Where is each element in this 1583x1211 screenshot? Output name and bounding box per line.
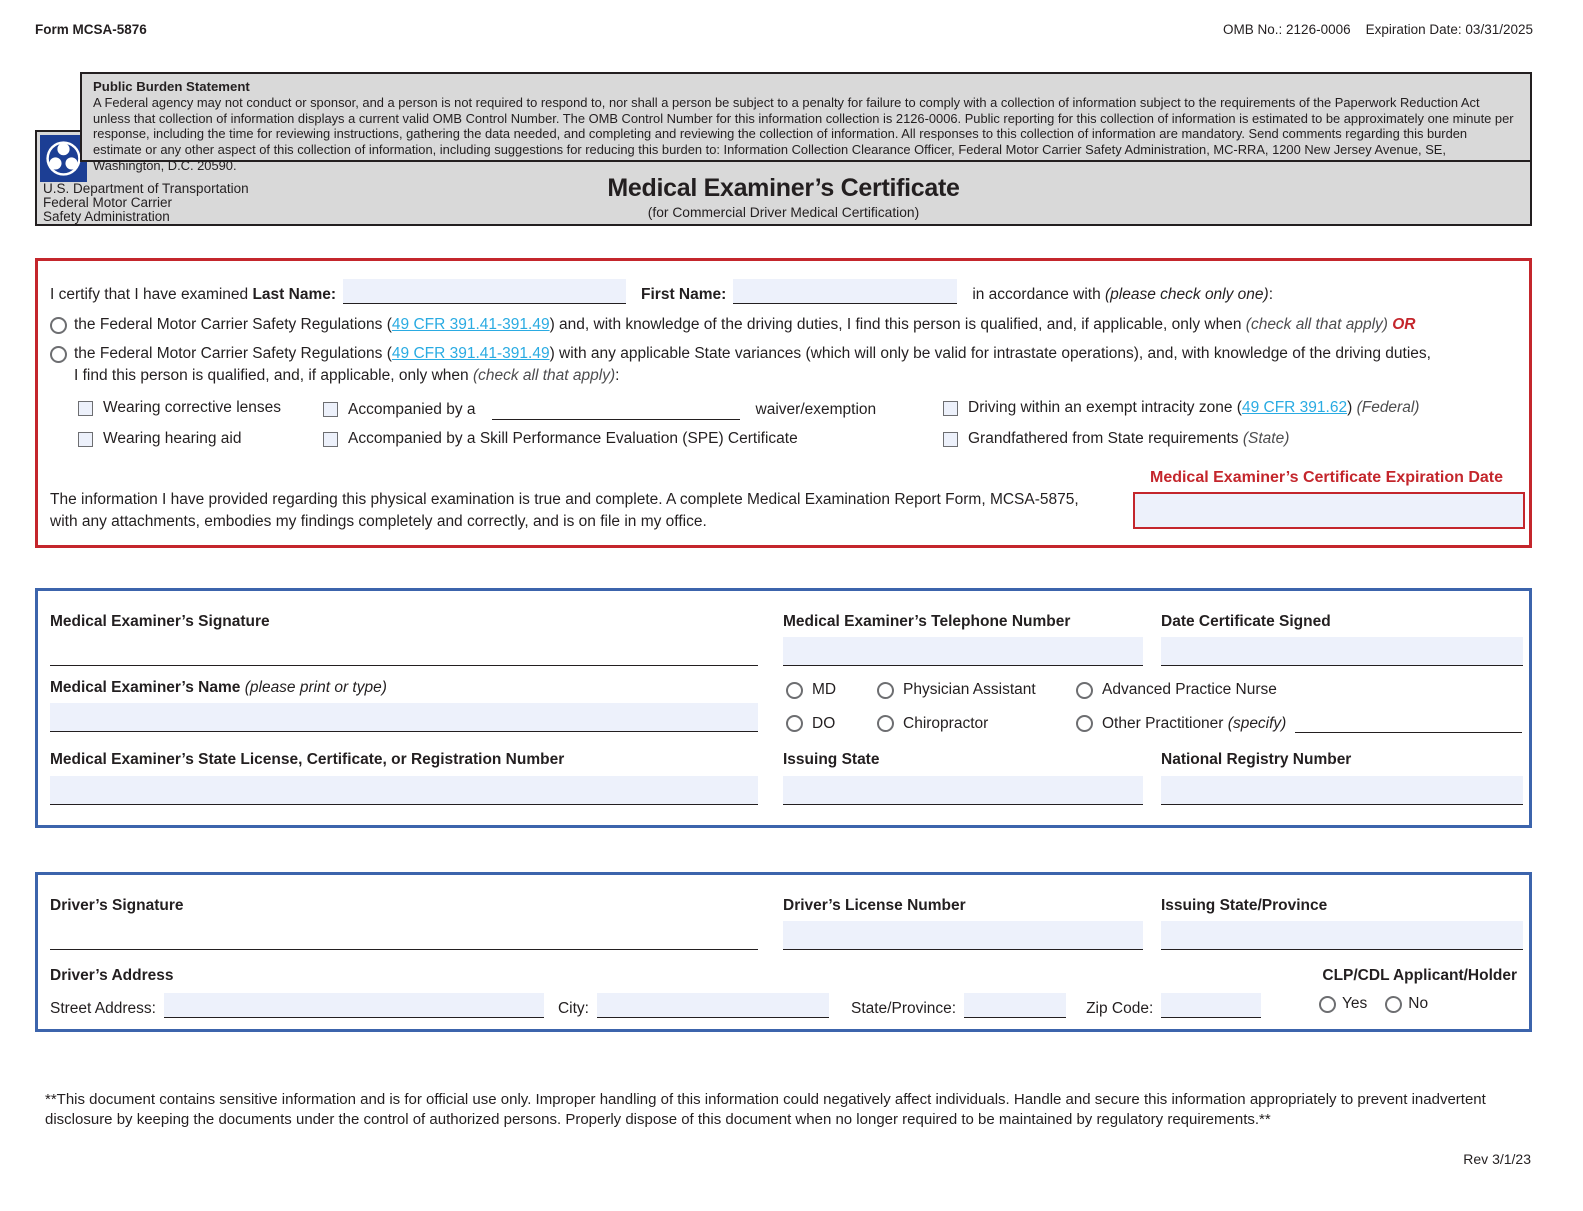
checkbox-waiver xyxy=(323,399,876,420)
option-state-radio[interactable] xyxy=(50,346,67,363)
clp-yes-label: Yes xyxy=(1342,995,1368,1012)
option-federal-text: the Federal Motor Carrier Safety Regulations (49 CFR 391.41-391.49) and, with knowledge of the driving duties, I find this person is qualified, and, if applicable, only when (check all that apply) OR xyxy=(74,316,1416,333)
driver-section xyxy=(35,872,1532,1032)
other-practitioner-specify-field[interactable] xyxy=(1295,714,1522,733)
issuing-state-label: Issuing State xyxy=(783,751,880,768)
check-only-one: (please check only one) xyxy=(1105,286,1269,303)
do-label: DO xyxy=(812,714,836,732)
street-address-label: Street Address: xyxy=(50,1000,156,1017)
corrective-lenses-label: Wearing corrective lenses xyxy=(103,399,282,416)
checkbox-corrective-lenses xyxy=(78,399,281,417)
clp-no-radio[interactable] xyxy=(1385,996,1402,1013)
hearing-aid-checkbox[interactable] xyxy=(78,432,93,447)
driver-issuing-field[interactable] xyxy=(1161,921,1523,950)
driver-address-row xyxy=(50,993,1261,1018)
other-practitioner-radio[interactable] xyxy=(1076,715,1093,732)
waiver-checkbox[interactable] xyxy=(323,402,338,417)
certify-intro: I certify that I have examined Last Name: xyxy=(50,286,337,303)
agency-line2: Federal Motor Carrier xyxy=(43,195,173,211)
state-province-field[interactable] xyxy=(964,993,1066,1018)
hearing-aid-label: Wearing hearing aid xyxy=(103,430,242,447)
driver-signature-field[interactable] xyxy=(50,913,758,950)
driver-issuing-label: Issuing State/Province xyxy=(1161,897,1328,914)
burden-body: A Federal agency may not conduct or sponsor, and a person is not required to respond to, nor shall a person be subject to a penalty for failure to comply with a collection of information subject to the requirements of the Paperwork Reduction Act unless that collection of information displays a current valid OMB Control Number. The OMB Control Number for this information collection is 2126-0006. Public reporting for this collection of information is estimated to be approximately one minute per response, including the time for reviewing instructions, gathering the data needed, and completing and reviewing the collection of information. All responses to this collection of information are mandatory. Send comments regarding this burden estimate or any other aspect of this collection of information, including suggestions for reducing this burden to: Information Collection Clearance Officer, Federal Motor Carrier Safety Administration, MC-RRA, 1200 New Jersey Avenue, SE, Washington, D.C. 20590. xyxy=(93,94,1514,173)
last-name-label: Last Name: xyxy=(252,286,337,303)
me-license-label: Medical Examiner’s State License, Certificate, or Registration Number xyxy=(50,751,565,768)
checkbox-hearing-aid xyxy=(78,430,241,448)
page-title: Medical Examiner’s Certificate xyxy=(607,174,960,202)
driver-license-field[interactable] xyxy=(783,921,1143,950)
zip-field[interactable] xyxy=(1161,993,1261,1018)
city-field[interactable] xyxy=(597,993,829,1018)
form-number: Form MCSA-5876 xyxy=(35,22,147,37)
checkbox-spe xyxy=(323,430,798,448)
md-radio[interactable] xyxy=(786,682,803,699)
chiropractor-radio[interactable] xyxy=(877,715,894,732)
me-license-field[interactable] xyxy=(50,776,758,805)
spe-checkbox[interactable] xyxy=(323,432,338,447)
last-name-field[interactable] xyxy=(343,279,626,304)
me-cert-expiration-field[interactable] xyxy=(1133,492,1525,529)
do-radio[interactable] xyxy=(786,715,803,732)
burden-title: Public Burden Statement xyxy=(93,79,250,94)
advanced-practice-nurse-radio[interactable] xyxy=(1076,682,1093,699)
me-signature-label: Medical Examiner’s Signature xyxy=(50,613,270,630)
other-practitioner-label: Other Practitioner (specify) xyxy=(1102,714,1287,732)
option-federal-row xyxy=(50,316,1416,334)
date-signed-field[interactable] xyxy=(1161,637,1523,666)
cfr-link-3[interactable]: 49 CFR 391.62 xyxy=(1241,399,1348,416)
national-registry-label: National Registry Number xyxy=(1161,751,1352,768)
first-name-field[interactable] xyxy=(733,279,957,304)
clp-cdl-options xyxy=(1319,995,1428,1013)
driver-license-label: Driver’s License Number xyxy=(783,897,966,914)
checkbox-grandfathered xyxy=(943,430,1289,448)
medical-examiner-section xyxy=(35,588,1532,828)
advanced-practice-nurse-label: Advanced Practice Nurse xyxy=(1102,681,1277,698)
waiver-label-post: waiver/exemption xyxy=(755,400,877,418)
spe-label: Accompanied by a Skill Performance Evaluation (SPE) Certificate xyxy=(348,430,798,447)
national-registry-field[interactable] xyxy=(1161,776,1523,805)
issuing-state-field[interactable] xyxy=(783,776,1143,805)
me-name-field[interactable] xyxy=(50,703,758,732)
revision-date: Rev 3/1/23 xyxy=(1463,1151,1531,1167)
first-name-label: First Name: xyxy=(641,286,727,303)
checkbox-intracity xyxy=(943,399,1419,417)
option-state-row xyxy=(50,345,1431,363)
omb-number: OMB No.: 2126-0006 xyxy=(1223,22,1351,37)
page-subtitle: (for Commercial Driver Medical Certification) xyxy=(647,205,920,220)
me-telephone-label: Medical Examiner’s Telephone Number xyxy=(783,613,1071,630)
grandfathered-label: Grandfathered from State requirements (State) xyxy=(968,430,1290,447)
cfr-link-2[interactable]: 49 CFR 391.41-391.49 xyxy=(391,345,550,362)
top-bar xyxy=(0,22,1583,37)
waiver-label-pre: Accompanied by a xyxy=(348,400,476,418)
omb-expiration xyxy=(1223,22,1533,37)
street-address-field[interactable] xyxy=(164,993,544,1018)
clp-cdl-label: CLP/CDL Applicant/Holder xyxy=(1322,967,1517,984)
omb-expiration-date: Expiration Date: 03/31/2025 xyxy=(1365,22,1533,37)
chiropractor-label: Chiropractor xyxy=(903,714,989,732)
agency-line1: U.S. Department of Transportation xyxy=(43,181,249,196)
physician-assistant-label: Physician Assistant xyxy=(903,681,1036,698)
option-federal-radio[interactable] xyxy=(50,317,67,334)
cfr-link-1[interactable]: 49 CFR 391.41-391.49 xyxy=(391,316,550,333)
agency-line3: Safety Administration xyxy=(43,209,170,225)
md-label: MD xyxy=(812,681,837,698)
clp-yes-radio[interactable] xyxy=(1319,996,1336,1013)
public-burden-statement xyxy=(80,72,1532,173)
certify-name-row xyxy=(50,279,1520,304)
physician-assistant-radio[interactable] xyxy=(877,682,894,699)
certification-section xyxy=(35,258,1532,548)
practitioner-row-2 xyxy=(786,714,1526,733)
me-name-label: Medical Examiner’s Name (please print or type) xyxy=(50,679,387,696)
date-signed-label: Date Certificate Signed xyxy=(1161,613,1331,630)
me-cert-expiration-label: Medical Examiner’s Certificate Expiration Date xyxy=(1149,469,1503,486)
or-text: OR xyxy=(1392,316,1416,333)
driver-signature-label: Driver’s Signature xyxy=(50,897,184,914)
attestation-statement: The information I have provided regarding this physical examination is true and complete. A complete Medical Examination Report Form, MCSA-5875, with any attachments, embodies my findings completely and correctly, and is on file in my office. xyxy=(50,491,1079,530)
sensitive-info-notice: **This document contains sensitive information and is for official use only. Improper handling of this information could negatively affect individuals. Handle and secure this information appropriately to prevent inadvertent disclosure by keeping the documents under the control of authorized persons. Properly dispose of this document when no longer required to be maintained by regulatory requirements.** xyxy=(45,1091,1486,1128)
practitioner-row-1 xyxy=(786,681,1526,699)
waiver-type-field[interactable] xyxy=(492,399,740,420)
me-signature-field[interactable] xyxy=(50,629,758,666)
intracity-checkbox[interactable] xyxy=(943,401,958,416)
corrective-lenses-checkbox[interactable] xyxy=(78,401,93,416)
driver-address-label: Driver’s Address xyxy=(50,967,174,984)
clp-no-label: No xyxy=(1408,995,1429,1012)
grandfathered-checkbox[interactable] xyxy=(943,432,958,447)
city-label: City: xyxy=(557,1000,589,1017)
zip-label: Zip Code: xyxy=(1086,1000,1154,1017)
state-province-label: State/Province: xyxy=(850,1000,957,1017)
option-state-text-line2: I find this person is qualified, and, if applicable, only when (check all that apply): xyxy=(74,367,620,384)
accordance-text: in accordance with (please check only one): xyxy=(972,286,1274,303)
option-state-text: the Federal Motor Carrier Safety Regulations (49 CFR 391.41-391.49) with any applicable State variances (which will only be valid for intrastate operations), and, with knowledge of the driving duties, xyxy=(74,345,1431,362)
intracity-label: Driving within an exempt intracity zone (49 CFR 391.62) (Federal) xyxy=(968,399,1420,416)
me-telephone-field[interactable] xyxy=(783,637,1143,666)
